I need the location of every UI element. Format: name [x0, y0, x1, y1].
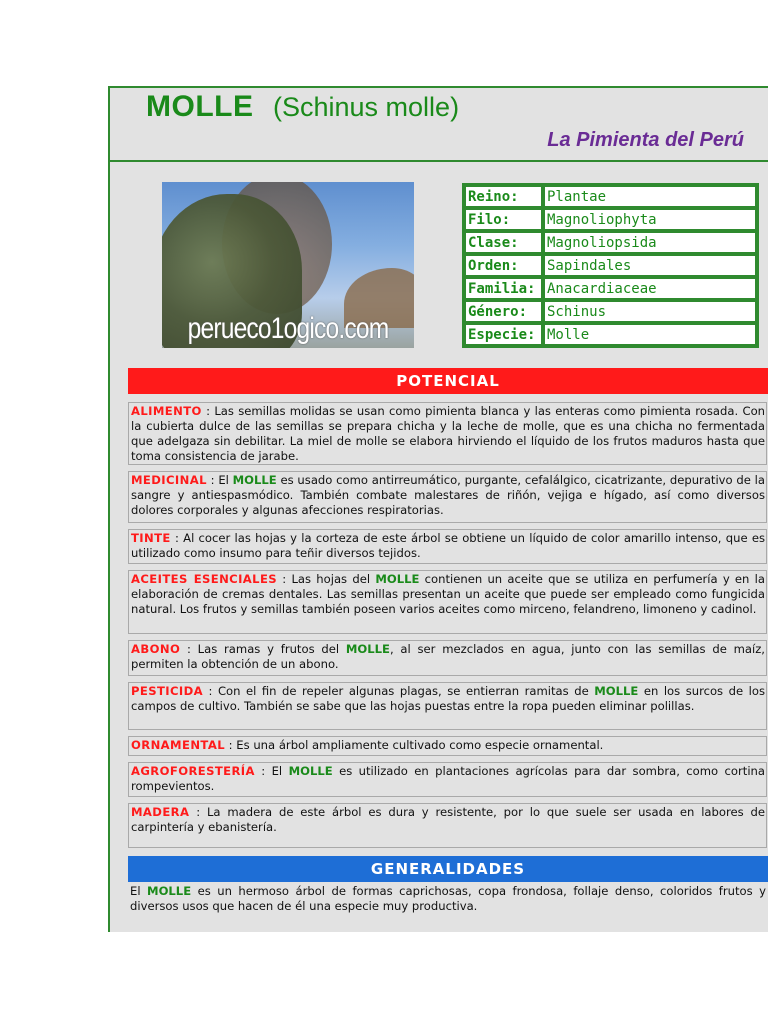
potencial-heading: POTENCIAL [128, 368, 768, 394]
molle-highlight: MOLLE [288, 764, 333, 778]
generalidades-highlight: MOLLE [147, 884, 192, 898]
potencial-label: TINTE [131, 531, 171, 545]
taxonomy-value: Plantae [543, 185, 757, 208]
potencial-text: : Las hojas del [277, 572, 376, 586]
potencial-item [128, 471, 767, 523]
potencial-text: : Las ramas y frutos del [180, 642, 346, 656]
taxonomy-row [464, 277, 757, 300]
taxonomy-row [464, 300, 757, 323]
potencial-text: en los surcos de los campos de cultivo. También se sabe que las hojas puestas entre la ropa pueden eliminar polillas. [131, 684, 765, 713]
taxonomy-key: Familia: [464, 277, 543, 300]
potencial-label: ACEITES ESENCIALES [131, 572, 278, 586]
potencial-text: es usado como antirreumático, purgante, cefalálgico, cicatrizante, depurativo de la sangre y antiespasmódico. También combate malestares de riñón, vejiga e hígado, así como diversos dolores corporales y algunas afecciones respiratorias. [131, 473, 765, 517]
photo-watermark: perueco1ogico.com [187, 312, 389, 345]
taxonomy-row [464, 254, 757, 277]
potencial-text: : [201, 404, 215, 418]
potencial-text: : El [254, 764, 289, 778]
potencial-text: contienen un aceite que se utiliza en perfumería y en la elaboración de cremas dentales. Las semillas presentan un aceite que puede ser empleado como fungicida natural. Los frutos y semillas también poseen varios aceites como mirceno, felandreno, limoneno y cadinol. [131, 572, 765, 616]
potencial-label: ORNAMENTAL [131, 738, 225, 752]
potencial-item [128, 682, 767, 730]
potencial-text: : [189, 805, 207, 819]
potencial-item [128, 570, 767, 634]
taxonomy-value: Molle [543, 323, 757, 346]
taxonomy-value: Sapindales [543, 254, 757, 277]
molle-tree-photo [162, 182, 414, 348]
potencial-text: Las semillas molidas se usan como pimienta blanca y las enteras como pimienta rosada. Con la cubierta dulce de las semillas se prepara chicha y la leche de molle, que es una chicha no fermentada que adelgaza sin debilitar. La miel de molle se elabora hirviendo el líquido de los frutos maduros hasta que toma consistencia de jarabe. [131, 404, 766, 463]
page-title: MOLLE [146, 90, 254, 123]
generalidades-paragraph [128, 884, 767, 914]
taxonomy-value: Magnoliophyta [543, 208, 757, 231]
potencial-item [128, 402, 767, 465]
potencial-text: es utilizado en plantaciones agrícolas para dar sombra, como cortina rompevientos. [131, 764, 765, 793]
potencial-item [128, 762, 767, 797]
generalidades-text: es un hermoso árbol de formas caprichosas, copa frondosa, follaje denso, coloridos frutos y diversos usos que hacen de él una especie muy productiva. [130, 884, 766, 913]
molle-highlight: MOLLE [232, 473, 277, 487]
potencial-text: : [170, 531, 184, 545]
potencial-item [128, 640, 767, 676]
potencial-label: AGROFORESTERÍA [131, 764, 255, 778]
potencial-text: Es una árbol ampliamente cultivado como especie ornamental. [236, 738, 604, 752]
potencial-text: , al ser mezclados en agua, junto con las semillas de maíz, permiten la obtención de un abono. [131, 642, 765, 671]
potencial-item [128, 529, 767, 564]
potencial-text: La madera de este árbol es dura y resistente, por lo que suele ser usada en labores de carpintería y ebanistería. [131, 805, 765, 834]
scientific-name: (Schinus molle) [273, 92, 460, 122]
taxonomy-key: Orden: [464, 254, 543, 277]
taxonomy-row [464, 208, 757, 231]
taxonomy-key: Clase: [464, 231, 543, 254]
potencial-text: : El [206, 473, 233, 487]
taxonomy-key: Filo: [464, 208, 543, 231]
generalidades-lead: El [130, 884, 148, 898]
page-subtitle: La Pimienta del Perú [547, 129, 744, 151]
page-header [110, 88, 768, 162]
potencial-item [128, 736, 767, 756]
taxonomy-value: Magnoliopsida [543, 231, 757, 254]
molle-highlight: MOLLE [345, 642, 390, 656]
generalidades-heading: GENERALIDADES [128, 856, 768, 882]
taxonomy-table [462, 183, 759, 348]
taxonomy-row [464, 185, 757, 208]
potencial-label: MEDICINAL [131, 473, 207, 487]
taxonomy-key: Especie: [464, 323, 543, 346]
taxonomy-value: Anacardiaceae [543, 277, 757, 300]
potencial-text: : [225, 738, 237, 752]
potencial-label: ABONO [131, 642, 181, 656]
taxonomy-row [464, 323, 757, 346]
potencial-label: ALIMENTO [131, 404, 202, 418]
taxonomy-key: Reino: [464, 185, 543, 208]
potencial-label: PESTICIDA [131, 684, 204, 698]
molle-highlight: MOLLE [375, 572, 420, 586]
potencial-item [128, 803, 767, 848]
potencial-label: MADERA [131, 805, 190, 819]
potencial-text: Al cocer las hojas y la corteza de este árbol se obtiene un líquido de color amarillo intenso, que es utilizado como insumo para teñir diversos tejidos. [131, 531, 765, 560]
taxonomy-row [464, 231, 757, 254]
taxonomy-key: Género: [464, 300, 543, 323]
molle-highlight: MOLLE [594, 684, 639, 698]
potencial-text: : Con el fin de repeler algunas plagas, se entierran ramitas de [203, 684, 595, 698]
taxonomy-value: Schinus [543, 300, 757, 323]
